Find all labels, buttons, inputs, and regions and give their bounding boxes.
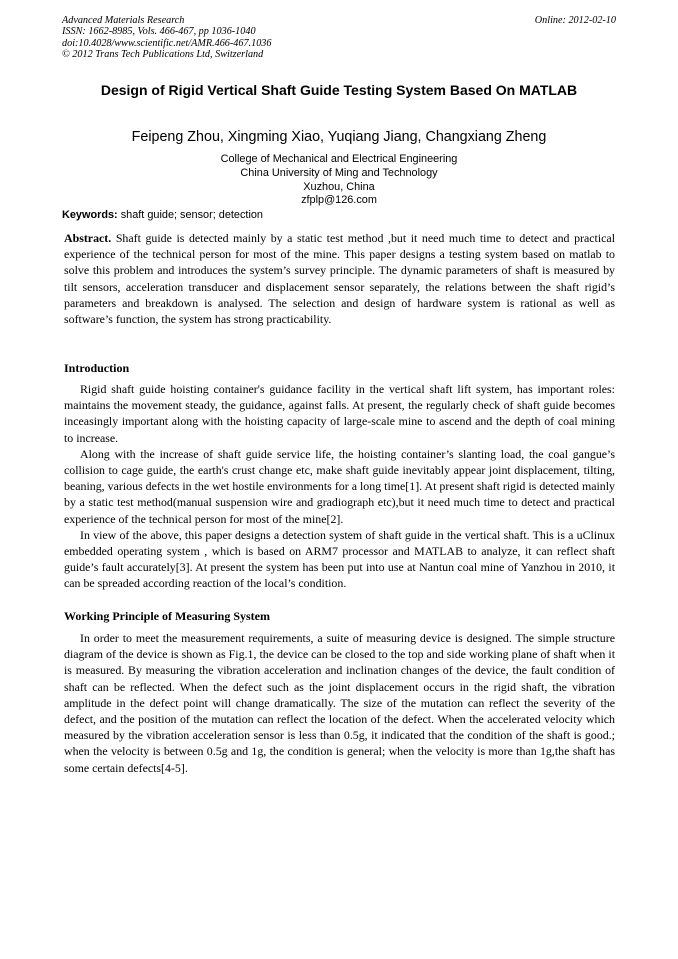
- paper-title: Design of Rigid Vertical Shaft Guide Testing System Based On MATLAB: [100, 82, 578, 98]
- working-principle-body: [64, 630, 615, 776]
- author-email: zfplp@126.com: [301, 194, 377, 207]
- keywords-label: Keywords:: [62, 209, 118, 221]
- copyright-line: © 2012 Trans Tech Publications Ltd, Switzerland: [62, 49, 264, 61]
- affiliation: [62, 153, 616, 208]
- journal-header: [62, 15, 616, 61]
- introduction-body: [64, 381, 615, 592]
- affiliation-line-3: Xuzhou, China: [303, 180, 375, 193]
- paragraph: In view of the above, this paper designs a detection system of shaft guide in the vertical shaft. This is a uClinux embedded operating system , which is based on ARM7 processor and MATLAB to analyze, it can reflect shaft guide’s fault accurately[3]. At present the system has been put into use at Nantun coal mine of Yanzhou in 2010, it can be spreaded according reaction of the local’s condition.: [64, 527, 615, 591]
- authors: Feipeng Zhou, Xingming Xiao, Yuqiang Jiang, Changxiang Zheng: [131, 129, 547, 145]
- paragraph: In order to meet the measurement requirements, a suite of measuring device is designed. The simple structure diagram of the device is shown as Fig.1, the device can be closed to the top and side working plane of shaft when it is measured. By measuring the vibration acceleration and inclination changes of the device, the fault condition of shaft can be reflected. When the defect such as the joint displacement occurs in the rigid shaft, the vibration amplitude in the defect point will change dramatically. The size of the mutation can reflect the severity of the defect, and the position of the mutation can reflect the location of the defect. When the accelerated velocity which measured by the vibration acceleration sensor is less than 0.5g, it indicated that the condition of the shaft is good.; when the velocity is between 0.5g and 1g, the condition is general; when the velocity is more than 1g,the shaft has some certain defects[4-5].: [64, 631, 615, 775]
- keywords: [62, 209, 616, 222]
- paragraph: Rigid shaft guide hoisting container's guidance facility in the vertical shaft lift system, has important roles: maintains the movement steady, the guidance, against falls. At present, the regularly check of shaft guide becomes inceasingly important along with the hoisting capacity of large-scale mine to ascend and the depth of coal mining to increase.: [64, 382, 615, 445]
- affiliation-line-1: College of Mechanical and Electrical Engineering: [220, 153, 458, 165]
- paragraph: Along with the increase of shaft guide service life, the hoisting container’s slanting load, the coal gangue’s collision to cage guide, the earth's crust change etc, make shaft guide inevitably appear joint displacement, tilting, beaning, various defects in the wet hostile environments for a long time[1]. At present shaft rigid is detected mainly by a static test method(manual suspension wire and gradiograph etc),but it need much time to detect and practical experience of the technical person for most of the mine[2].: [64, 446, 615, 526]
- abstract: [64, 230, 615, 327]
- doi-line: doi:10.4028/www.scientific.net/AMR.466-467.1036: [62, 37, 272, 49]
- journal-name: Advanced Materials Research: [62, 15, 185, 26]
- introduction-heading: Introduction: [64, 361, 130, 375]
- abstract-label: Abstract.: [64, 231, 112, 245]
- issn-line: ISSN: 1662-8985, Vols. 466-467, pp 1036-1040: [62, 26, 256, 38]
- keywords-text: shaft guide; sensor; detection: [120, 209, 263, 221]
- online-date: Online: 2012-02-10: [534, 15, 616, 26]
- abstract-text: Shaft guide is detected mainly by a static test method ,but it need much time to detect and practical experience of the technical person for most of the mine. This paper designs a testing system based on matlab to solve this problem and introduces the system’s survey principle. The dynamic parameters of shaft is measured by tilt sensors, acceleration transducer and displacement sensor separately, the relations between the shaft rigid’s parameters and breakdown is analysed. The selection and design of hardware system is rational as well as software’s function, the system has strong practicability.: [64, 231, 615, 327]
- working-principle-heading: Working Principle of Measuring System: [64, 609, 270, 623]
- affiliation-line-2: China University of Ming and Technology: [240, 166, 438, 179]
